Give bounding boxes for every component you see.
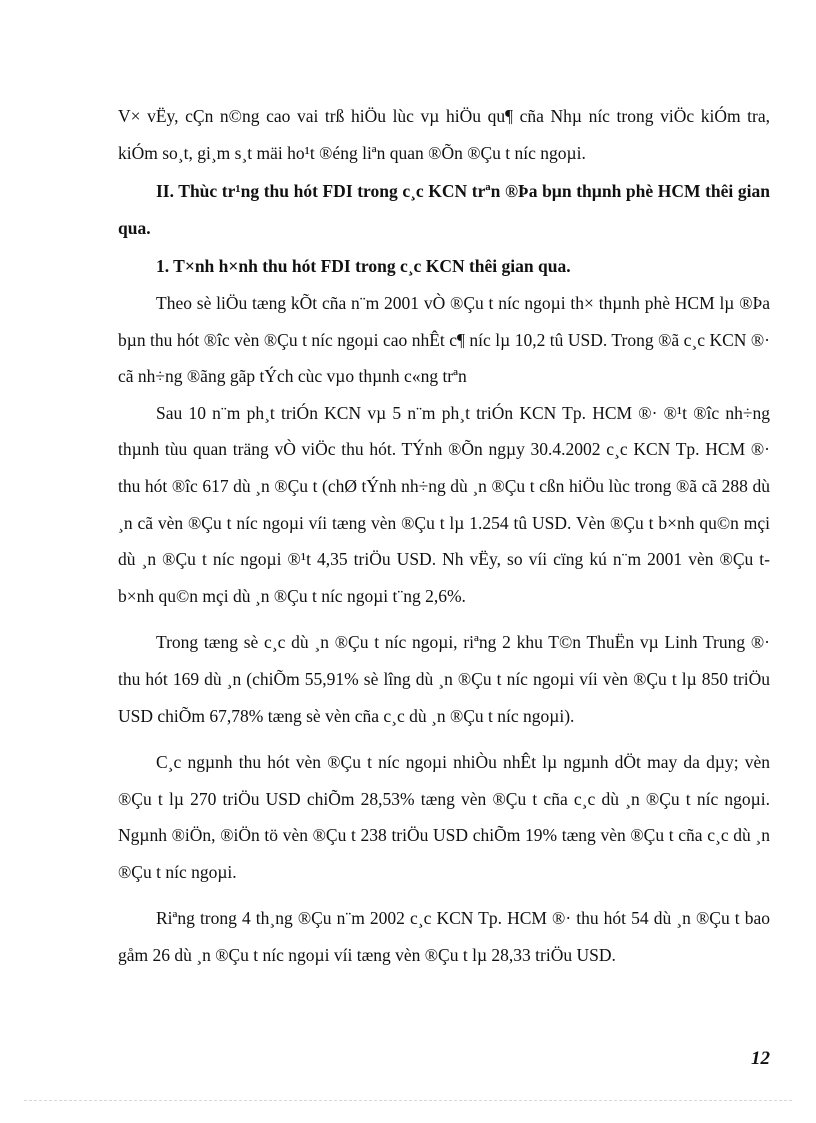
page-bottom-rule — [24, 1100, 792, 1101]
paragraph-overview: Theo sè liÖu tæng kÕt cña n¨m 2001 vÒ ®Çu t níc ngoµi th× thµnh phè HCM lµ ®Þa bµn thu hót ®îc vèn ®Çu t níc ngoµi cao nhÊt c¶ níc lµ 10,2 tû USD. Trong ®ã c¸c KCN ®· cã nh÷ng ®ãng gãp tÝch cùc vµo thµnh c«ng trªn — [118, 292, 770, 387]
paragraph-industries: C¸c ngµnh thu hót vèn ®Çu t níc ngoµi nhiÒu nhÊt lµ ngµnh dÖt may da dµy; vèn ®Çu t lµ 270 triÖu USD chiÕm 28,53% tæng vèn ®Çu t cña c¸c dù ¸n ®Çu t níc ngoµi. Ngµnh ®iÖn, ®iÖn tö vèn ®Çu t 238 triÖu USD chiÕm 19% tæng vèn ®Çu t cña c¸c dù ¸n ®Çu t níc ngoµi. — [118, 752, 770, 882]
section-heading: II. Thùc tr¹ng thu hót FDI trong c¸c KCN trªn ®Þa bµn thµnh phè HCM thêi gian qua. — [118, 181, 770, 238]
paragraph-intro: V× vËy, cÇn n©ng cao vai trß hiÖu lùc vµ hiÖu qu¶ cña Nhµ níc trong viÖc kiÓm tra, kiÓm so¸t, gi¸m s¸t mäi ho¹t ®éng liªn quan ®Õn ®Çu t níc ngoµi. — [118, 106, 770, 163]
paragraph-2002: Riªng trong 4 th¸ng ®Çu n¨m 2002 c¸c KCN Tp. HCM ®· thu hót 54 dù ¸n ®Çu t bao gåm 26 dù ¸n ®Çu t níc ngoµi víi tæng vèn ®Çu t lµ 28,33 triÖu USD. — [118, 908, 770, 966]
page-number: 12 — [751, 1048, 770, 1069]
paragraph-tan-thuan-linh-trung: Trong tæng sè c¸c dù ¸n ®Çu t níc ngoµi, riªng 2 khu T©n ThuËn vµ Linh Trung ®· thu hót 169 dù ¸n (chiÕm 55,91% sè lîng dù ¸n ®Çu t níc ngoµi víi vèn ®Çu t lµ 850 triÖu USD chiÕm 67,78% tæng sè vèn cña c¸c dù ¸n ®Çu t níc ngoµi). — [118, 632, 770, 726]
paragraph-achievements: Sau 10 n¨m ph¸t triÓn KCN vµ 5 n¨m ph¸t triÓn KCN Tp. HCM ®· ®¹t ®îc nh÷ng thµnh tùu quan träng vÒ viÖc thu hót. TÝnh ®Õn ngµy 30.4.2002 c¸c KCN Tp. HCM ®· thu hót ®îc 617 dù ¸n ®Çu t (chØ tÝnh nh÷ng dù ¸n ®Çu t cßn hiÖu lùc trong ®ã cã 288 dù ¸n cã vèn ®Çu t níc ngoµi víi tæng vèn ®Çu t lµ 1.254 tû USD. Vèn ®Çu t b×nh qu©n mçi dù ¸n ®Çu t níc ngoµi ®¹t 4,35 triÖu USD. Nh vËy, so víi cïng kú n¨m 2001 vèn ®Çu t b×nh qu©n mçi dù ¸n ®Çu t níc ngoµi t¨ng 2,6%. — [118, 402, 770, 606]
page-body — [118, 98, 770, 974]
subsection-heading: 1. T×nh h×nh thu hót FDI trong c¸c KCN thêi gian qua. — [156, 256, 571, 277]
